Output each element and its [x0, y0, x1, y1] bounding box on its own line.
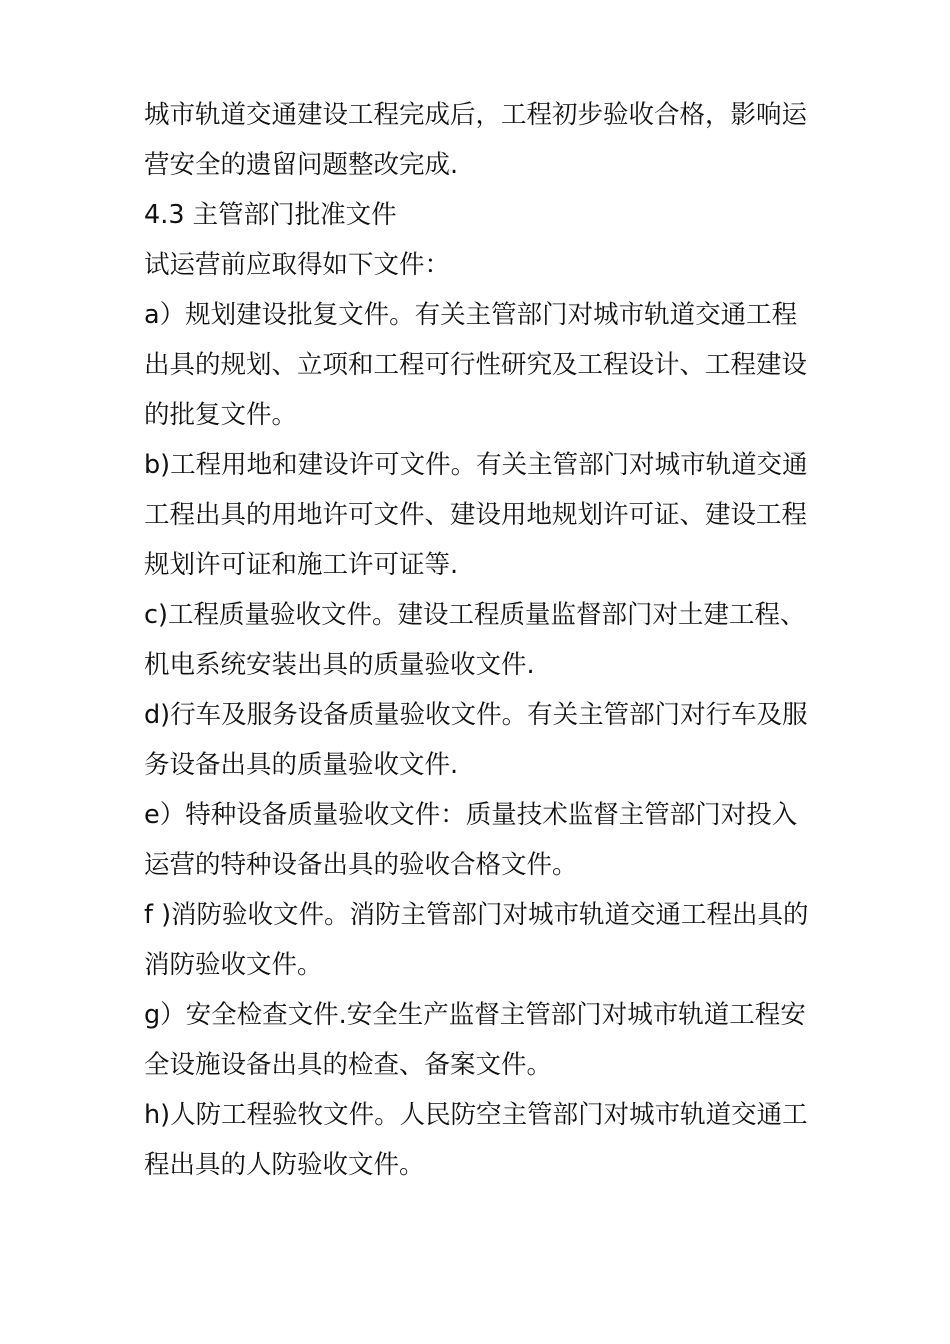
list-item-d-line: d)行车及服务设备质量验收文件。有关主管部门对行车及服	[144, 700, 808, 730]
list-item-f-line: 消防验收文件。	[144, 950, 323, 980]
list-item-c-line: 机电系统安装出具的质量验收文件.	[144, 650, 535, 680]
list-item-h-line: h)人防工程验牧文件。人民防空主管部门对城市轨道交通工	[144, 1100, 808, 1130]
list-item-a-line: 出具的规划、立项和工程可行性研究及工程设计、工程建设	[144, 350, 808, 380]
list-item-c-line: c)工程质量验收文件。建设工程质量监督部门对土建工程、	[144, 600, 806, 630]
list-item-b-line: 工程出具的用地许可文件、建设用地规划许可证、建设工程	[144, 500, 808, 530]
paragraph-line: 试运营前应取得如下文件：	[144, 250, 451, 280]
list-item-d-line: 务设备出具的质量验收文件.	[144, 750, 459, 780]
list-item-a-line: a）规划建设批复文件。有关主管部门对城市轨道交通工程	[144, 300, 798, 330]
list-item-e-line: 运营的特种设备出具的验收合格文件。	[144, 850, 578, 880]
list-item-b-line: b)工程用地和建设许可文件。有关主管部门对城市轨道交通	[144, 450, 808, 480]
paragraph-line: 营安全的遗留问题整改完成.	[144, 150, 459, 180]
list-item-g-line: 全设施设备出具的检查、备案文件。	[144, 1050, 553, 1080]
list-item-e-line: e）特种设备质量验收文件：质量技术监督主管部门对投入	[144, 800, 798, 830]
list-item-g-line: g）安全检查文件.安全生产监督主管部门对城市轨道工程安	[144, 1000, 806, 1030]
document-body	[144, 90, 819, 1190]
section-heading: 4.3 主管部门批准文件	[144, 200, 397, 230]
list-item-a-line: 的批复文件。	[144, 400, 298, 430]
list-item-b-line: 规划许可证和施工许可证等.	[144, 550, 459, 580]
list-item-f-line: f )消防验收文件。消防主管部门对城市轨道交通工程出具的	[144, 900, 809, 930]
list-item-h-line: 程出具的人防验收文件。	[144, 1150, 425, 1180]
paragraph-line: 城市轨道交通建设工程完成后，工程初步验收合格，影响运	[144, 100, 808, 130]
